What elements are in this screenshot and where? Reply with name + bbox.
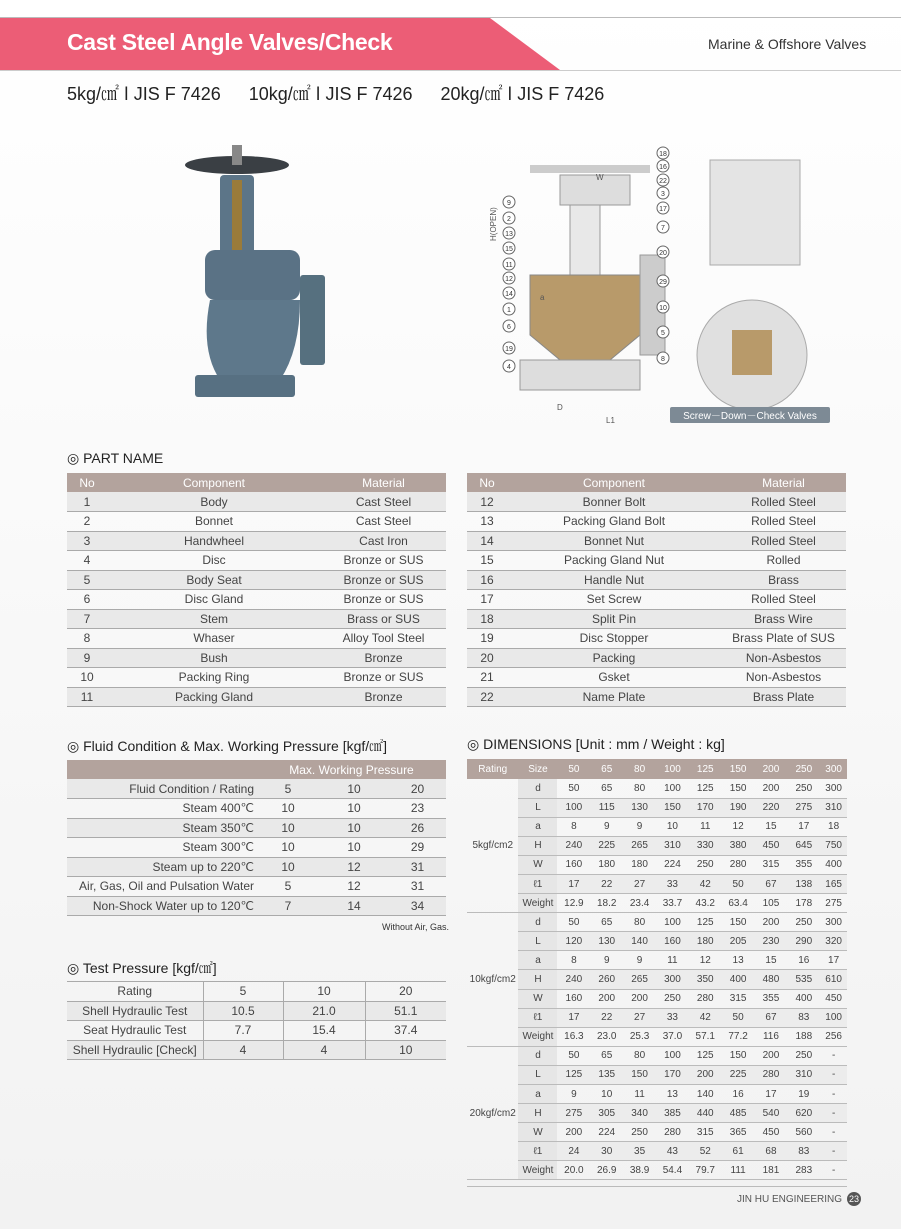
table-row: W 160 180 180 224 250 280 315 355 400 (467, 855, 847, 874)
dim-d: D (557, 403, 563, 412)
table-row: 2 Bonnet Cast Steel (67, 512, 446, 532)
table-row: Steam 400℃ 10 10 23 (67, 799, 446, 819)
table-row: 17 Set Screw Rolled Steel (467, 590, 846, 610)
footer (737, 1192, 861, 1206)
dim-l1: L1 (606, 416, 615, 425)
dim-a: a (540, 293, 545, 302)
callout-8: 8 (661, 356, 665, 363)
col-no: No (467, 473, 507, 492)
dims-col-0: Rating (467, 759, 518, 779)
table-row: Steam 300℃ 10 10 29 (67, 838, 446, 858)
table-row: 14 Bonnet Nut Rolled Steel (467, 531, 846, 551)
dims-rating: 5kgf/cm2 (467, 779, 518, 913)
table-row: Air, Gas, Oil and Pulsation Water 5 12 31 (67, 877, 446, 897)
callout-2: 2 (507, 216, 511, 223)
table-row: Weight 16.3 23.0 25.3 37.0 57.1 77.2 116 188 256 (467, 1027, 847, 1046)
callout-29: 29 (659, 279, 667, 286)
table-row: 18 Split Pin Brass Wire (467, 609, 846, 629)
table-row: 13 Packing Gland Bolt Rolled Steel (467, 512, 846, 532)
table-row: Weight 12.9 18.2 23.4 33.7 43.2 63.4 105 178 275 (467, 894, 847, 913)
table-row: a 8 9 9 11 12 13 15 16 17 (467, 951, 847, 970)
callout-1: 1 (507, 307, 511, 314)
callout-16: 16 (659, 164, 667, 171)
col-material: Material (321, 473, 446, 492)
table-row: 4 Disc Bronze or SUS (67, 551, 446, 571)
table-row: 3 Handwheel Cast Iron (67, 531, 446, 551)
page-subtitle: Marine & Offshore Valves (708, 36, 867, 52)
dimensions-table (467, 759, 847, 1180)
callout-4: 4 (507, 364, 511, 371)
dims-col-10: 300 (820, 759, 847, 779)
rating-10: 10kg/㎠ ǀ JIS F 7426 (248, 84, 413, 104)
page-number: 23 (849, 1194, 860, 1204)
table-row: a 8 9 9 10 11 12 15 17 18 (467, 817, 847, 836)
table-row: 5kgf/cm2 d 50 65 80 100 125 150 200 250 300 (467, 779, 847, 798)
table-row: W 160 200 200 250 280 315 355 400 450 (467, 989, 847, 1008)
callout-9: 9 (507, 200, 511, 207)
table-row: 15 Packing Gland Nut Rolled (467, 551, 846, 571)
callout-19: 19 (505, 346, 513, 353)
table-row: ℓ1 17 22 27 33 42 50 67 83 100 (467, 1008, 847, 1027)
table-row: 16 Handle Nut Brass (467, 570, 846, 590)
callout-12: 12 (505, 276, 513, 283)
table-row: H 240 260 265 300 350 400 480 535 610 (467, 970, 847, 989)
dims-col-3: 65 (590, 759, 623, 779)
table-row: L 120 130 140 160 180 205 230 290 320 (467, 932, 847, 951)
dims-header-row (467, 759, 847, 779)
table-row: 6 Disc Gland Bronze or SUS (67, 590, 446, 610)
dims-col-6: 125 (689, 759, 722, 779)
table-row: Weight 20.0 26.9 38.9 54.4 79.7 111 181 283 - (467, 1161, 847, 1180)
part-name-title: ◎ PART NAME (67, 450, 164, 466)
col-component: Component (107, 473, 321, 492)
table-row: ℓ1 24 30 35 43 52 61 68 83 - (467, 1142, 847, 1161)
dims-rating: 10kgf/cm2 (467, 913, 518, 1047)
ratings-line (67, 80, 604, 106)
col-no: No (67, 473, 107, 492)
table-row: Seat Hydraulic Test 7.7 15.4 37.4 (67, 1021, 446, 1041)
table-row: 10kgf/cm2 d 50 65 80 100 125 150 200 250 300 (467, 913, 847, 932)
table-row: 20kgf/cm2 d 50 65 80 100 125 150 200 250 - (467, 1046, 847, 1065)
table-row: Rating 5 10 20 (67, 982, 446, 1002)
rating-5: 5kg/㎠ ǀ JIS F 7426 (67, 84, 221, 104)
fluid-title: ◎ Fluid Condition & Max. Working Pressure [kgf/㎠] (67, 738, 388, 754)
table-row: Steam 350℃ 10 10 26 (67, 818, 446, 838)
dim-w: W (596, 173, 604, 182)
test-title: ◎ Test Pressure [kgf/㎠] (67, 960, 217, 976)
table-row: 7 Stem Brass or SUS (67, 609, 446, 629)
dims-col-7: 150 (722, 759, 755, 779)
table-row: L 100 115 130 150 170 190 220 275 310 (467, 798, 847, 817)
dims-col-9: 250 (787, 759, 820, 779)
table-row: 19 Disc Stopper Brass Plate of SUS (467, 629, 846, 649)
table-row: 5 Body Seat Bronze or SUS (67, 570, 446, 590)
callout-18: 18 (659, 151, 667, 158)
parts-table-right (467, 473, 846, 707)
col-component: Component (507, 473, 721, 492)
callout-22: 22 (659, 178, 667, 185)
callout-17: 17 (659, 206, 667, 213)
table-row: 22 Name Plate Brass Plate (467, 687, 846, 707)
callout-3: 3 (661, 191, 665, 198)
table-row: 9 Bush Bronze (67, 648, 446, 668)
company-name: JIN HU ENGINEERING (737, 1193, 843, 1205)
dims-col-1: Size (518, 759, 557, 779)
table-row: 20 Packing Non-Asbestos (467, 648, 846, 668)
footer-rule (467, 1186, 847, 1187)
dims-col-4: 80 (623, 759, 656, 779)
valve-drawing (490, 145, 840, 430)
table-row: 1 Body Cast Steel (67, 492, 446, 512)
callout-10: 10 (659, 305, 667, 312)
callout-15: 15 (505, 246, 513, 253)
fluid-note: Without Air, Gas. (382, 922, 450, 932)
table-row: H 240 225 265 310 330 380 450 645 750 (467, 836, 847, 855)
parts-table-left (67, 473, 446, 707)
test-table (67, 981, 446, 1060)
col-material: Material (721, 473, 846, 492)
dims-title: ◎ DIMENSIONS [Unit : mm / Weight : kg] (467, 736, 725, 752)
fluid-table (67, 760, 446, 916)
top-rule (0, 17, 901, 18)
callout-5: 5 (661, 330, 665, 337)
callout-11: 11 (505, 262, 513, 269)
rating-20: 20kg/㎠ ǀ JIS F 7426 (440, 84, 605, 104)
dims-col-2: 50 (557, 759, 590, 779)
dims-col-8: 200 (755, 759, 788, 779)
table-row: H 275 305 340 385 440 485 540 620 - (467, 1104, 847, 1123)
table-row: 10 Packing Ring Bronze or SUS (67, 668, 446, 688)
table-row: 8 Whaser Alloy Tool Steel (67, 629, 446, 649)
callout-6: 6 (507, 324, 511, 331)
drawing-caption: Screw－Down－Check Valves (683, 411, 817, 422)
dims-col-5: 100 (656, 759, 689, 779)
fluid-header: Max. Working Pressure (257, 760, 446, 779)
callout-20: 20 (659, 250, 667, 257)
valve-photo (180, 140, 330, 410)
table-row: 12 Bonner Bolt Rolled Steel (467, 492, 846, 512)
dims-rating: 20kgf/cm2 (467, 1046, 518, 1180)
page-title: Cast Steel Angle Valves/Check (67, 29, 393, 55)
table-row: Shell Hydraulic [Check] 4 4 10 (67, 1040, 446, 1060)
table-row: Shell Hydraulic Test 10.5 21.0 51.1 (67, 1001, 446, 1021)
callout-14: 14 (505, 291, 513, 298)
table-row: ℓ1 17 22 27 33 42 50 67 138 165 (467, 874, 847, 893)
table-row: 11 Packing Gland Bronze (67, 687, 446, 707)
callout-13: 13 (505, 231, 513, 238)
table-row: Fluid Condition / Rating 5 10 20 (67, 779, 446, 799)
table-row: Non-Shock Water up to 120℃ 7 14 34 (67, 896, 446, 916)
table-row: a 9 10 11 13 140 16 17 19 - (467, 1085, 847, 1104)
table-row: Steam up to 220℃ 10 12 31 (67, 857, 446, 877)
table-row: W 200 224 250 280 315 365 450 560 - (467, 1123, 847, 1142)
dim-h: H(OPEN) (489, 207, 498, 241)
header-rule (0, 70, 901, 71)
table-row: L 125 135 150 170 200 225 280 310 - (467, 1065, 847, 1084)
table-row: 21 Gsket Non-Asbestos (467, 668, 846, 688)
callout-7: 7 (661, 225, 665, 232)
